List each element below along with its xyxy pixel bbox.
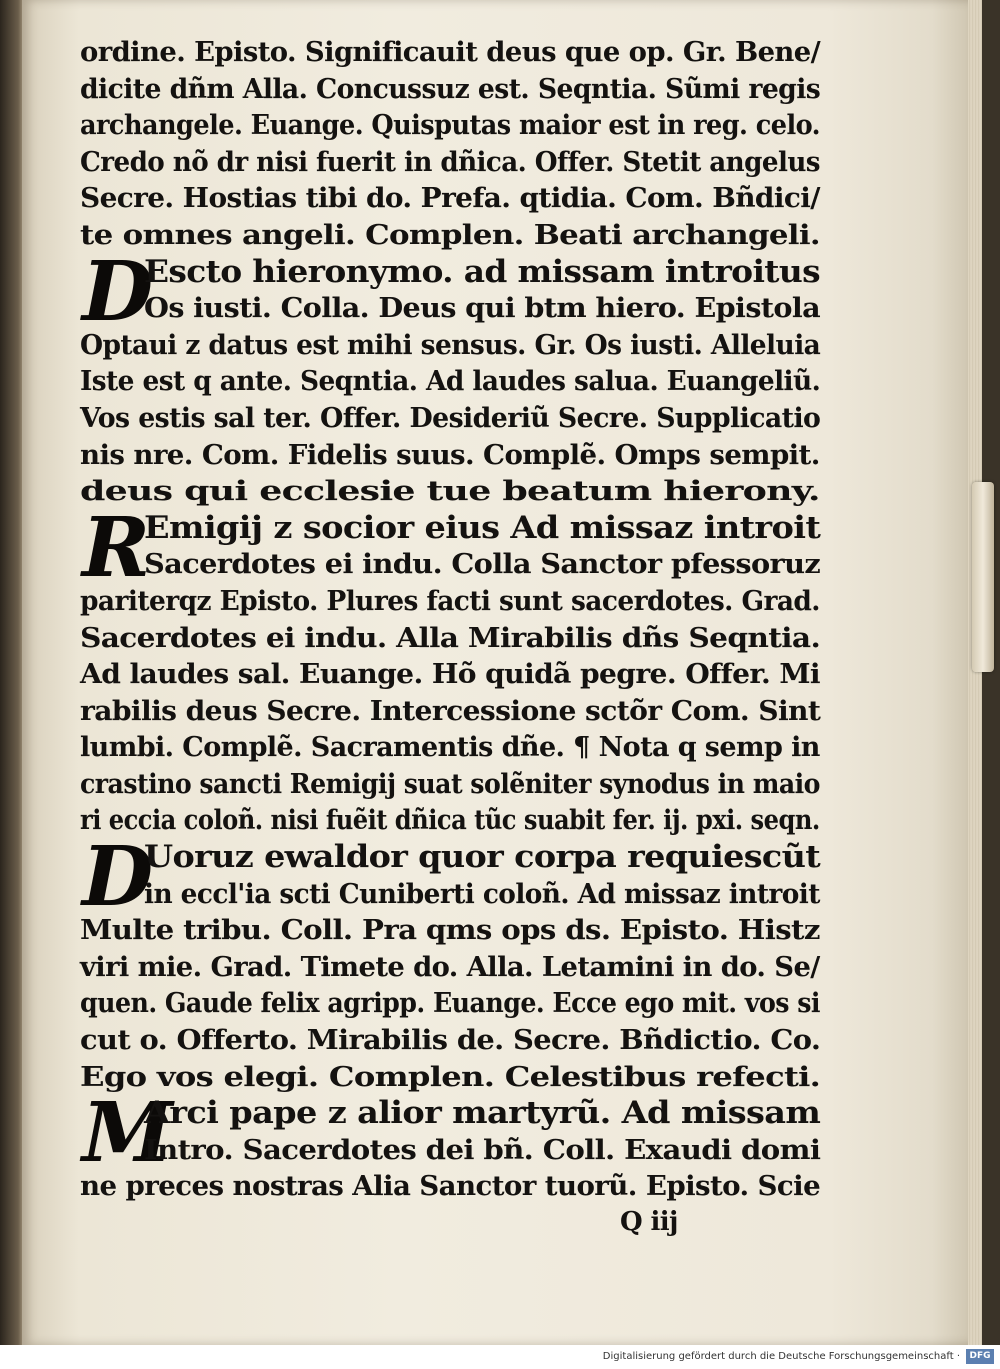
text-line: Ad laudes sal. Euange. Hõ quidã pegre. Offer. Mi	[80, 658, 820, 691]
text-line: Sacerdotes ei indu. Alla Mirabilis dñs Seqntia.	[80, 621, 821, 654]
text-line: lumbi. Complẽ. Sacramentis dñe. ¶ Nota q semp in	[80, 731, 820, 764]
text-line: cut o. Offerto. Mirabilis de. Secre. Bñdictio. Co.	[80, 1024, 821, 1057]
text-line: archangele. Euange. Quisputas maior est in reg. celo.	[80, 109, 821, 142]
text-line: Credo nõ dr nisi fuerit in dñica. Offer. Stetit angelus	[80, 145, 820, 178]
section-hieronymus	[80, 243, 821, 510]
text-line: Iste est q ante. Seqntia. Ad laudes salua. Euangeliũ.	[80, 365, 821, 398]
section-heading: Uoruz ewaldor quor corpa requiescũt	[144, 839, 821, 876]
section-heading: Arci pape z alior martyrũ. Ad missam	[144, 1095, 821, 1132]
text-line: quen. Gaude felix agripp. Euange. Ecce ego mit. vos si	[80, 987, 820, 1020]
signature-mark: Q iij	[620, 1207, 678, 1237]
funding-credit: Digitalisierung gefördert durch die Deutsche Forschungsgemeinschaft ·	[602, 1351, 960, 1362]
dfg-logo: DFG	[966, 1349, 994, 1364]
text-line: deus qui ecclesie tue beatum hierony.	[80, 475, 820, 508]
text-line: Vos estis sal ter. Offer. Desideriũ Secre. Supplicatio	[80, 401, 821, 434]
text-line: in eccl'ia scti Cuniberti coloñ. Ad missaz introit	[144, 877, 820, 910]
section-marcus	[80, 1085, 821, 1205]
text-line: Os iusti. Colla. Deus qui btm hiero. Epistola	[144, 292, 821, 325]
section-remigius	[80, 499, 821, 839]
decorated-initial: D	[82, 829, 153, 926]
text-line: Intro. Sacerdotes dei bñ. Coll. Exaudi domi	[144, 1133, 821, 1166]
decorated-initial: M	[82, 1085, 173, 1182]
text-line: rabilis deus Secre. Intercessione sctõr Com. Sint	[80, 694, 821, 727]
section-ewaldi	[80, 829, 821, 1095]
text-line: nis nre. Com. Fidelis suus. Complẽ. Omps sempit.	[80, 438, 820, 471]
text-line: viri mie. Grad. Timete do. Alla. Letamini in do. Se/	[80, 950, 820, 983]
text-line: Multe tribu. Coll. Pra qms ops ds. Episto. Histz	[80, 914, 820, 947]
text-line: Secre. Hostias tibi do. Prefa. qtidia. Com. Bñdici/	[80, 182, 820, 215]
text-line: dicite dñm Alla. Concussuz est. Seqntia. Sũmi regis	[80, 72, 821, 105]
text-line: Optaui z datus est mihi sensus. Gr. Os iusti. Alleluia	[80, 328, 821, 361]
decorated-initial: R	[82, 499, 150, 596]
text-line: pariterqz Episto. Plures facti sunt sacerdotes. Grad.	[80, 584, 820, 617]
text-line: crastino sancti Remigij suat solẽniter synodus in maio	[80, 767, 820, 800]
text-line: ordine. Episto. Significauit deus que op. Gr. Bene/	[80, 36, 821, 68]
printed-text	[80, 34, 820, 1239]
text-line: ne preces nostras Alia Sanctor tuorũ. Episto. Scie	[80, 1170, 821, 1203]
book-clasp	[972, 482, 994, 672]
text-line: Sacerdotes ei indu. Colla Sanctor pfessoruz	[144, 548, 821, 581]
section-heading: Emigij z socior eius Ad missaz introit	[144, 509, 821, 546]
text-line: te omnes angeli. Complen. Beati archangeli.	[80, 218, 820, 251]
page-edges	[968, 0, 982, 1345]
text-line: Ego vos elegi. Complen. Celestibus refecti.	[80, 1060, 821, 1093]
decorated-initial: D	[82, 243, 153, 340]
intro-paragraph	[80, 34, 820, 254]
section-heading: Escto hieronymo. ad missam introitus	[144, 253, 820, 290]
text-line: ri eccia coloñ. nisi fuẽit dñica tũc suabit fer. ij. pxi. seqn.	[80, 804, 820, 837]
